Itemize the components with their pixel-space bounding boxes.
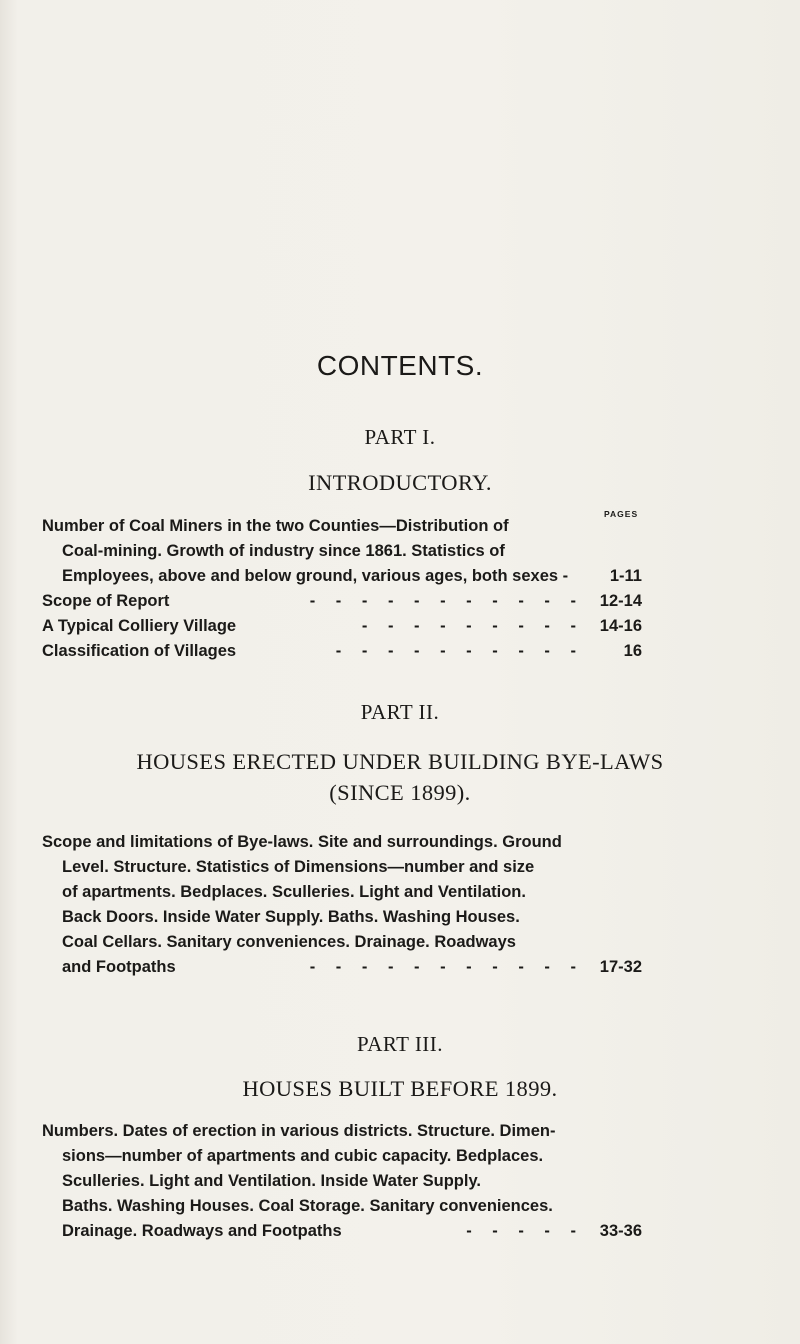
- entry-page-range: 1-11: [609, 567, 642, 585]
- part-2-heading-line-2: (SINCE 1899).: [329, 780, 471, 805]
- entry-text-line: Drainage. Roadways and Footpaths: [62, 1222, 342, 1240]
- toc-entry-before-1899[interactable]: [42, 1119, 642, 1244]
- entry-page-range: 17-32: [599, 958, 642, 976]
- toc-entry-colliery-village[interactable]: [42, 614, 642, 639]
- entry-text-line: Coal Cellars. Sanitary conveniences. Drainage. Roadways: [62, 933, 516, 951]
- entry-page-range: 33-36: [599, 1222, 642, 1240]
- page-title: CONTENTS.: [316, 350, 484, 381]
- toc-entry-scope-of-report[interactable]: [42, 589, 642, 614]
- entry-text-line: Number of Coal Miners in the two Counties—Distribution of: [42, 517, 509, 535]
- toc-entry-bye-laws[interactable]: [42, 830, 642, 980]
- part-1-heading: INTRODUCTORY.: [308, 470, 492, 495]
- part-3-label: PART III.: [356, 1032, 444, 1056]
- entry-text-line: Back Doors. Inside Water Supply. Baths. Washing Houses.: [62, 908, 520, 926]
- entry-text-line: Level. Structure. Statistics of Dimensions—number and size: [62, 858, 535, 876]
- entry-text-line: Classification of Villages: [42, 642, 237, 660]
- entry-text-line: A Typical Colliery Village: [42, 617, 237, 635]
- entry-text-line: Sculleries. Light and Ventilation. Inside Water Supply.: [62, 1172, 481, 1190]
- entry-page-range: 16: [623, 642, 642, 660]
- pages-column-label: PAGES: [604, 509, 639, 519]
- entry-text-line: and Footpaths: [62, 958, 176, 976]
- part-3-heading: HOUSES BUILT BEFORE 1899.: [242, 1076, 558, 1101]
- part-1-label: PART I.: [364, 425, 436, 449]
- entry-page-range: 12-14: [599, 592, 642, 610]
- entry-text-line: Scope of Report: [42, 592, 170, 610]
- entry-text-line: Scope and limitations of Bye-laws. Site and surroundings. Ground: [42, 833, 562, 851]
- part-2-heading-line-1: HOUSES ERECTED UNDER BUILDING BYE-LAWS: [136, 749, 664, 774]
- entry-text-line: Employees, above and below ground, various ages, both sexes -: [62, 567, 569, 585]
- entry-text-line: Numbers. Dates of erection in various districts. Structure. Dimen-: [42, 1122, 556, 1140]
- part-2-label: PART II.: [360, 700, 440, 724]
- entry-text-line: sions—number of apartments and cubic capacity. Bedplaces.: [62, 1147, 544, 1165]
- toc-entry-coal-miners[interactable]: [42, 514, 642, 589]
- toc-entry-classification[interactable]: [42, 639, 642, 664]
- entry-text-line: Baths. Washing Houses. Coal Storage. Sanitary conveniences.: [62, 1197, 553, 1215]
- leader-dots: - - - - -: [466, 1222, 584, 1240]
- leader-dots: - - - - - - - - - - -: [309, 958, 584, 976]
- leader-dots: - - - - - - - - - -: [335, 642, 584, 660]
- leader-dots: - - - - - - - - - - -: [309, 592, 584, 610]
- entry-page-range: 14-16: [599, 617, 642, 635]
- entry-text-line: Coal-mining. Growth of industry since 1861. Statistics of: [62, 542, 505, 560]
- entry-text-line: of apartments. Bedplaces. Sculleries. Light and Ventilation.: [62, 883, 526, 901]
- leader-dots: - - - - - - - - -: [361, 617, 584, 635]
